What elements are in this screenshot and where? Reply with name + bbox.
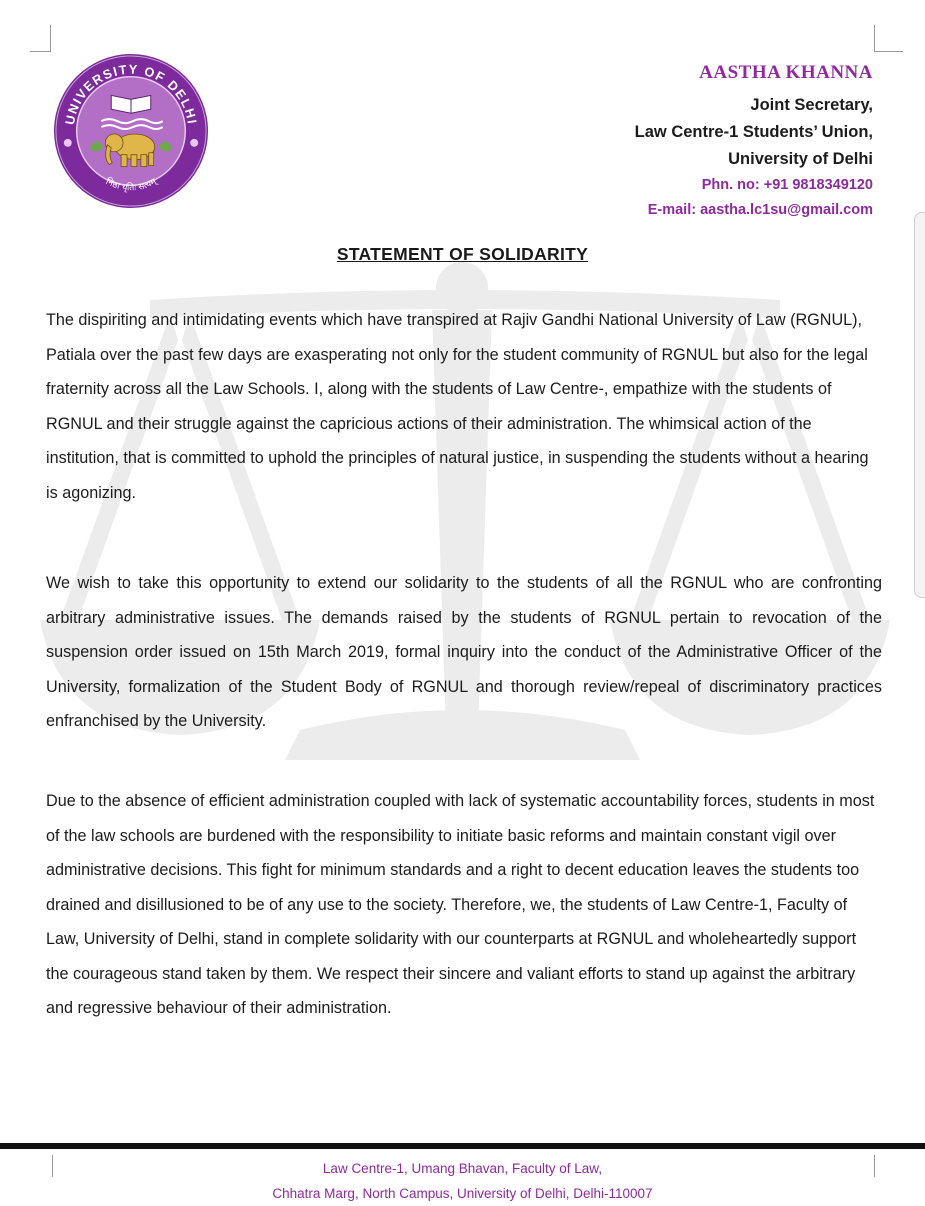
sender-contact-block — [635, 62, 873, 223]
document-title: STATEMENT OF SOLIDARITY — [336, 244, 589, 264]
footer-line-2: Chhatra Marg, North Campus, University of Delhi, Delhi-110007 — [272, 1186, 653, 1201]
paragraph-1: The dispiriting and intimidating events which have transpired at Rajiv Gandhi National University of Law (RGNUL), Patiala over the past few days are exasperating not only for the student community of RGNUL but also for the legal fraternity across all the Law Schools. I, along with the students of Law Centre-, empathize with the students of RGNUL and their struggle against the capricious actions of their administration. The whimsical action of the institution, that is committed to uphold the principles of natural justice, in suspending the students without a hearing is agonizing. — [46, 311, 869, 502]
logo-motto-text: निष्ठा धृतिः सत्यम् — [103, 176, 159, 194]
sender-email[interactable]: E-mail: aastha.lc1su@gmail.com — [647, 202, 873, 218]
footer-line-1: Law Centre-1, Umang Bhavan, Faculty of Law, — [322, 1161, 603, 1176]
crop-mark-top-left — [30, 25, 51, 52]
paragraph-2: We wish to take this opportunity to extend our solidarity to the students of all the RGNUL who are confronting arbitrary administrative issues. The demands raised by the students of RGNUL pertain to revocation of the suspension order issued on 15th March 2019, formal inquiry into the conduct of the Administrative Officer of the University, formalization of the Student Body of RGNUL and thorough review/repeal of discriminatory practices enfranchised by the University. — [46, 574, 882, 730]
sender-name: AASTHA KHANNA — [699, 62, 873, 83]
university-of-delhi-logo — [52, 52, 210, 210]
logo-ring-text: UNIVERSITY OF DELHI — [61, 61, 200, 126]
sender-organisation: Law Centre-1 Students’ Union, — [634, 123, 873, 141]
footer-divider — [0, 1143, 925, 1149]
sender-designation: Joint Secretary, — [750, 96, 873, 114]
sender-phone: Phn. no: +91 9818349120 — [701, 177, 873, 193]
sender-university: University of Delhi — [728, 150, 873, 168]
footer-address — [0, 1156, 925, 1206]
paragraph-3: Due to the absence of efficient administration coupled with lack of systematic accountability forces, students in most of the law schools are burdened with the responsibility to initiate basic reforms and maintain constant vigil over administrative decisions. This fight for minimum standards and a right to decent education leaves the students too drained and disillusioned to be of any use to the society. Therefore, we, the students of Law Centre-1, Faculty of Law, University of Delhi, stand in complete solidarity with our counterparts at RGNUL and wholeheartedly support the courageous stand taken by them. We respect their sincere and valiant efforts to stand up against the arbitrary and regressive behaviour of their administration. — [46, 792, 875, 1017]
crop-mark-top-right — [874, 25, 903, 52]
